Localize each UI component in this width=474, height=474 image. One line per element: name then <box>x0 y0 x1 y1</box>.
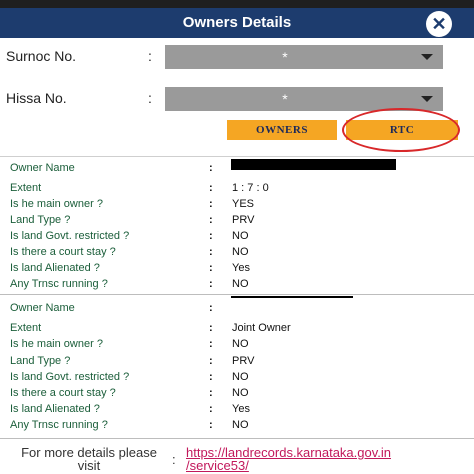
main-owner-label: Is he main owner ? <box>10 338 103 350</box>
row-colon: : <box>209 338 213 350</box>
chevron-down-icon <box>421 96 433 102</box>
row-colon: : <box>209 355 213 367</box>
alienated-label: Is land Alienated ? <box>10 262 100 274</box>
service53-link-line1: https://landrecords.karnataka.gov.in <box>186 445 391 460</box>
hissa-selected-value: * <box>282 91 288 107</box>
service53-link-line2: /service53/ <box>186 458 249 473</box>
main-owner-label: Is he main owner ? <box>10 198 103 210</box>
alienated-value: Yes <box>232 403 250 415</box>
land-type-value: PRV <box>232 214 255 226</box>
extent-label: Extent <box>10 182 42 194</box>
alienated-value: Yes <box>232 262 250 274</box>
trnsc-running-label: Any Trnsc running ? <box>10 419 108 431</box>
row-colon: : <box>209 262 213 274</box>
govt-restricted-value: NO <box>232 371 249 383</box>
row-colon: : <box>209 230 213 242</box>
divider <box>0 156 474 157</box>
row-colon: : <box>209 162 213 174</box>
rtc-button[interactable]: RTC <box>346 120 458 140</box>
dialog-title: Owners Details <box>182 14 292 31</box>
owner-name-label: Owner Name <box>10 302 75 314</box>
trnsc-running-value: NO <box>232 278 249 290</box>
row-colon: : <box>209 387 213 399</box>
court-stay-value: NO <box>232 246 249 258</box>
dialog-header <box>0 8 474 38</box>
status-bar <box>0 0 474 8</box>
row-colon: : <box>209 246 213 258</box>
footer-colon: : <box>172 452 176 467</box>
surnoc-select[interactable] <box>165 45 443 69</box>
hissa-label: Hissa No. <box>6 90 67 106</box>
footer-message-line2: visit <box>77 458 101 473</box>
extent-value: Joint Owner <box>232 322 291 334</box>
row-colon: : <box>209 214 213 226</box>
row-colon: : <box>209 371 213 383</box>
owner-name-label: Owner Name <box>10 162 75 174</box>
close-button[interactable] <box>426 11 452 37</box>
govt-restricted-value: NO <box>232 230 249 242</box>
row-colon: : <box>209 278 213 290</box>
close-icon: ✕ <box>431 14 447 34</box>
extent-label: Extent <box>10 322 42 334</box>
row-colon: : <box>209 182 213 194</box>
footer-message <box>4 446 174 472</box>
govt-restricted-label: Is land Govt. restricted ? <box>10 230 130 242</box>
land-type-label: Land Type ? <box>10 355 71 367</box>
court-stay-label: Is there a court stay ? <box>10 387 116 399</box>
trnsc-running-label: Any Trnsc running ? <box>10 278 108 290</box>
row-colon: : <box>209 322 213 334</box>
record-divider <box>0 294 474 295</box>
main-owner-value: YES <box>232 198 255 210</box>
row-colon: : <box>209 403 213 415</box>
footer-divider <box>0 438 474 439</box>
court-stay-label: Is there a court stay ? <box>10 246 116 258</box>
service53-link[interactable] <box>186 446 391 472</box>
hissa-colon: : <box>148 90 152 106</box>
court-stay-value: NO <box>232 387 249 399</box>
surnoc-label: Surnoc No. <box>6 48 77 64</box>
footer-message-line1: For more details please <box>21 445 157 460</box>
alienated-label: Is land Alienated ? <box>10 403 100 415</box>
land-type-label: Land Type ? <box>10 214 71 226</box>
land-type-value: PRV <box>232 355 255 367</box>
trnsc-running-value: NO <box>232 419 249 431</box>
rtc-highlight-circle <box>342 108 460 152</box>
surnoc-selected-value: * <box>282 49 288 65</box>
row-colon: : <box>209 419 213 431</box>
extent-value: 1 : 7 : 0 <box>232 182 269 194</box>
main-owner-value: NO <box>232 338 249 350</box>
chevron-down-icon <box>421 54 433 60</box>
row-colon: : <box>209 198 213 210</box>
govt-restricted-label: Is land Govt. restricted ? <box>10 371 130 383</box>
row-colon: : <box>209 302 213 314</box>
surnoc-colon: : <box>148 48 152 64</box>
owners-button[interactable]: OWNERS <box>227 120 337 140</box>
redacted-owner-name <box>231 159 396 170</box>
redacted-owner-name <box>231 296 353 298</box>
